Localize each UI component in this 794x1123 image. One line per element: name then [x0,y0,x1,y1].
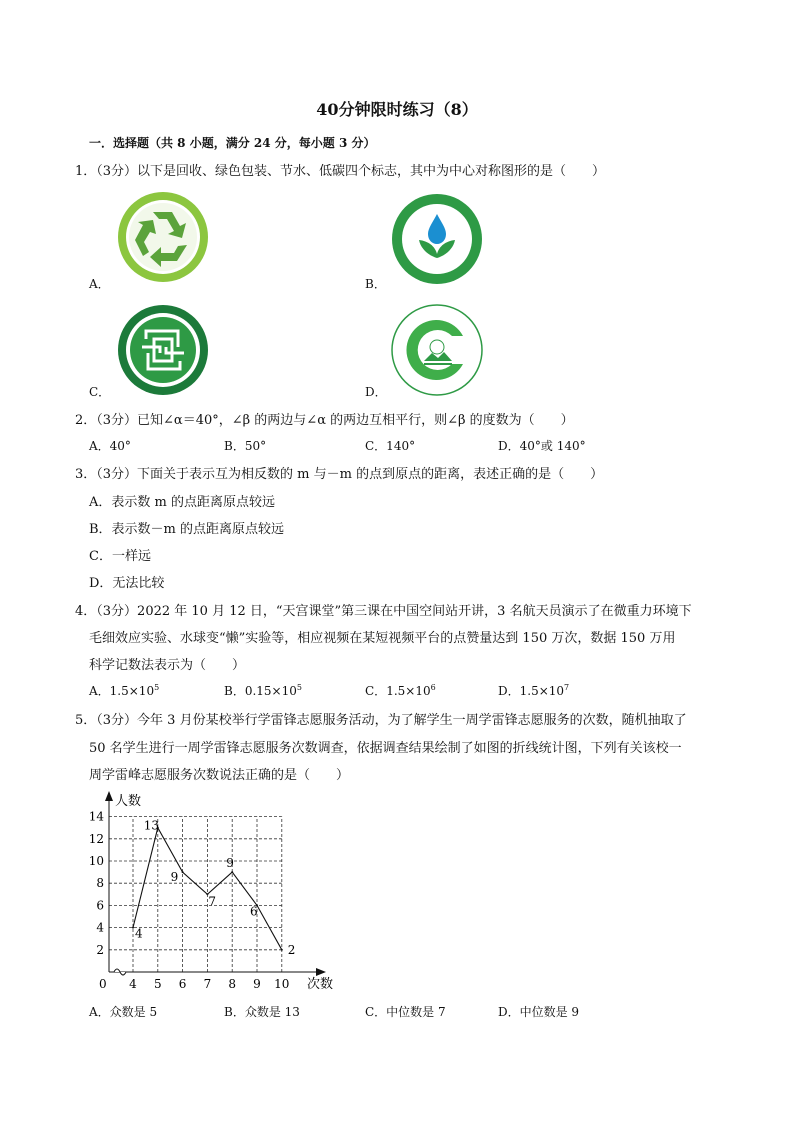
q5-stem-line-1: 5．（3分）今年 3 月份某校举行学雷锋志愿服务活动，为了解学生一周学雷锋志愿服务的次数，随机抽取了 [75,713,687,728]
y-tick-label: 12 [88,831,104,846]
q1-option-d-label: D． [365,385,387,399]
q4-stem-line-3: 科学记数法表示为（ ） [89,658,246,673]
q4-stem-line-2: 毛细效应实验、水球变“懒”实验等，相应视频在某短视频平台的点赞量达到 150 万次，数据 150 万用 [89,631,676,646]
q3-option-b: B．表示数－m 的点距离原点较远 [89,522,285,537]
data-label: 2 [287,942,296,957]
q4-option-a: A．$1.5\times 10^5$ [89,683,160,698]
axis-break [114,969,126,975]
low-carbon-icon [390,303,484,397]
section-heading: 一．选择题（共 8 小题，满分 24 分，每小题 3 分） [89,136,376,150]
data-label: 4 [135,926,143,941]
q5-stem-line-2: 50 名学生进行一周学雷锋志愿服务次数调查，依据调查结果绘制了如图的折线统计图，下列有关该校一 [89,741,682,756]
data-label: 7 [208,894,217,909]
q2-option-c: C．140° [365,439,416,453]
data-point [182,871,184,873]
green-package-icon [116,303,210,397]
data-point [132,927,134,929]
q4-option-b: B．$0.15\times 10^5$ [224,683,302,698]
q1-option-a-label: A． [89,277,110,291]
q2-option-d: D．40°或 140° [498,439,586,453]
x-tick-label: 6 [178,977,187,991]
y-tick-label: 10 [88,854,104,868]
data-point [231,871,233,873]
q5-option-c: C．中位数是 7 [365,1005,446,1019]
x-tick-label: 8 [228,977,237,991]
x-axis-label: 次数 [307,977,334,992]
page-title: 40分钟限时练习（8） [316,100,478,119]
y-tick-label: 6 [96,898,104,913]
q3-option-c: C．一样远 [89,549,151,564]
x-tick-label: 7 [203,977,212,991]
chart-marks [132,819,295,957]
x-axis-arrow [316,968,326,976]
x-tick-label: 5 [153,977,162,991]
q5-option-d: D．中位数是 9 [498,1005,580,1019]
y-tick-label: 8 [96,876,104,891]
y-tick-label: 14 [88,809,104,824]
data-label: 9 [170,870,179,885]
q1-stem: 1．（3分）以下是回收、绿色包装、节水、低碳四个标志，其中为中心对称图形的是（ ） [75,164,606,179]
water-drop-icon [390,192,484,286]
q2-stem: 2．（3分）已知∠α＝40°，∠β 的两边与∠α 的两边互相平行，则∠β 的度数为（ ） [75,413,574,428]
y-axis-arrow [105,791,113,801]
y-tick-label: 4 [96,920,104,935]
data-label: 13 [143,818,160,833]
q3-option-d: D．无法比较 [89,576,165,591]
q3-option-a: A．表示数 m 的点距离原点较远 [89,495,275,510]
y-axis-label: 人数 [115,794,142,809]
chart-grid [109,817,282,972]
q5-stem-line-3: 周学雷峰志愿服务次数说法正确的是（ ） [89,768,350,783]
q2-option-a: A．40° [89,439,131,453]
recycle-icon [116,190,210,284]
line-chart [80,785,350,995]
origin-label: 0 [99,977,107,991]
q2-option-b: B．50° [224,439,267,453]
q5-option-a: A．众数是 5 [89,1005,158,1019]
y-tick-label: 2 [96,942,104,957]
q3-stem: 3．（3分）下面关于表示互为相反数的 m 与－m 的点到原点的距离，表述正确的是（ ） [75,467,604,482]
x-tick-label: 9 [253,977,261,991]
x-tick-label: 4 [129,977,137,991]
q4-option-d: D．$1.5\times 10^7$ [498,683,570,698]
x-tick-label: 10 [274,977,290,991]
q1-option-b-label: B． [365,277,386,291]
q4-option-c: C．$1.5\times 10^6$ [365,683,436,698]
q5-option-b: B．众数是 13 [224,1005,300,1019]
data-label: 6 [250,904,258,919]
q1-option-c-label: C． [89,385,111,399]
q4-stem-line-1: 4．（3分）2022 年 10 月 12 日，“天宫课堂”第三课在中国空间站开讲，3 名航天员演示了在微重力环境下 [75,604,692,619]
data-label: 9 [226,856,234,871]
data-point [281,949,283,951]
